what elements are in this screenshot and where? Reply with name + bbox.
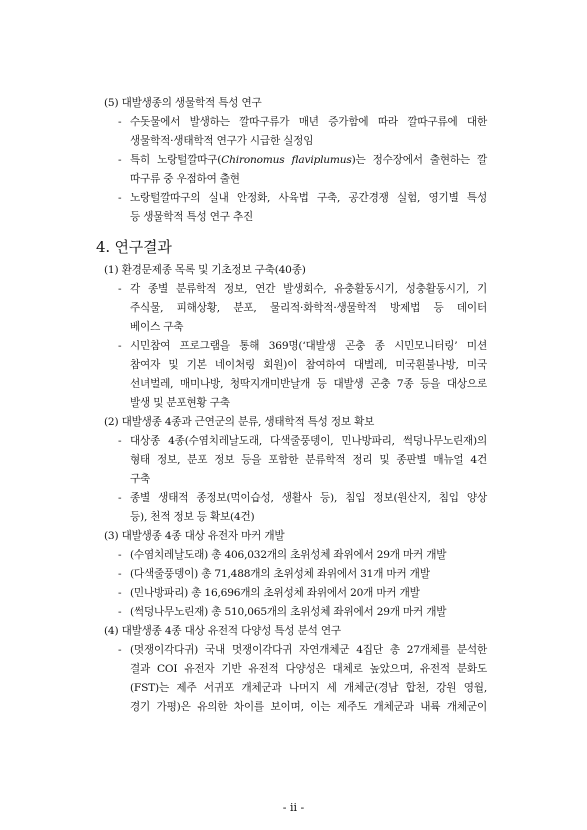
s3-bullet4: (썩덩나무노린재) 총 510,065개의 초위성체 좌위에서 29개 마커 개발 xyxy=(130,606,447,618)
s4-bullet1-line3: (FST)는 제주 서귀포 개체군과 나머지 세 개체군(경남 합천, 강원 영월, xyxy=(130,682,487,694)
s4-bullet1-line2: 결과 COI 유전자 기반 유전적 다양성은 대체로 높았으며, 유전적 분화도 xyxy=(130,663,487,675)
bullet-dash: - xyxy=(118,606,122,618)
results-s3-heading: (3) 대발생종 4종 대상 유전자 마커 개발 xyxy=(104,530,285,542)
section-5-heading: (5) 대발생종의 생물학적 특성 연구 xyxy=(104,97,262,109)
s1-bullet2-line2: 참여자 및 기본 네이처링 회원)이 참여하여 대벌레, 미국흰불나방, 미국 xyxy=(130,359,487,371)
bullet-dash: - xyxy=(118,192,122,204)
sec5-bullet2-line2: 따구류 중 우점하여 출현 xyxy=(130,173,240,185)
bullet-dash: - xyxy=(118,644,122,656)
bullet-dash: - xyxy=(118,435,122,447)
s2-bullet1-line3: 구축 xyxy=(130,473,151,485)
results-title: 4. 연구결과 xyxy=(96,238,172,256)
bullet-dash: - xyxy=(118,587,122,599)
s1-bullet2-line1: 시민참여 프로그램을 통해 369명(‘대발생 곤충 종 시민모니터링’ 미션 xyxy=(130,340,487,352)
s3-bullet2: (다색줄풍뎅이) 총 71,488개의 초위성체 좌위에서 31개 마커 개발 xyxy=(130,568,430,580)
sec5-bullet2-line1: 특히 노랑털깔따구(Chironomus flaviplumus)는 정수장에서 출현하는 깔 xyxy=(130,154,487,166)
s1-bullet2-line3: 선녀벌레, 매미나방, 청딱지개미반날개 등 대발생 곤충 7종 등을 대상으로 xyxy=(130,378,487,390)
results-s4-heading: (4) 대발생종 4종 대상 유전적 다양성 특성 분석 연구 xyxy=(104,625,341,637)
bullet-dash: - xyxy=(118,568,122,580)
s3-bullet3: (민나방파리) 총 16,696개의 초위성체 좌위에서 20개 마커 개발 xyxy=(130,587,420,599)
bullet-dash: - xyxy=(118,154,122,166)
s1-bullet1-line2: 주식물, 피해상황, 분포, 물리적·화학적·생물학적 방제법 등 데이터 xyxy=(130,302,487,314)
results-s1-heading: (1) 환경문제종 목록 및 기초정보 구축(40종) xyxy=(104,264,306,276)
s2-bullet1-line1: 대상종 4종(수염치레날도래, 다색줄풍뎅이, 민나방파리, 썩덩나무노린재)의 xyxy=(130,435,487,447)
bullet-dash: - xyxy=(118,492,122,504)
sec5-bullet1-line2: 생물학적·생태학적 연구가 시급한 실정임 xyxy=(130,135,314,147)
s3-bullet1: (수염치레날도래) 총 406,032개의 초위성체 좌위에서 29개 마커 개발 xyxy=(130,549,447,561)
s1-bullet1-line3: 베이스 구축 xyxy=(130,321,184,333)
scientific-name: Chironomus flaviplumus xyxy=(221,154,352,166)
results-s2-heading: (2) 대발생종 4종과 근연군의 분류, 생태학적 특성 정보 확보 xyxy=(104,416,375,428)
sec5-bullet1-line1: 수돗물에서 발생하는 깔따구류가 매년 증가함에 따라 깔따구류에 대한 xyxy=(130,116,487,128)
bullet-dash: - xyxy=(118,283,122,295)
s2-bullet2-line1: 종별 생태적 종정보(먹이습성, 생활사 등), 침입 정보(원산지, 침입 양상 xyxy=(130,492,487,504)
sec5-bullet3-line2: 등 생물학적 특성 연구 추진 xyxy=(130,211,254,223)
bullet-dash: - xyxy=(118,116,122,128)
s4-bullet1-line4: 경기 가평)은 유의한 차이를 보이며, 이는 제주도 개체군과 내륙 개체군이 xyxy=(130,701,487,713)
sec5-bullet3-line1: 노랑털깔따구의 실내 안정화, 사육법 구축, 공간경쟁 실험, 영기별 특성 xyxy=(130,192,487,204)
page-number: - ii - xyxy=(282,801,305,814)
s4-bullet1-line1: (멋쟁이각다귀) 국내 멋쟁이각다귀 자연개체군 4집단 총 27개체를 분석한 xyxy=(130,644,487,656)
s1-bullet1-line1: 각 종별 분류학적 정보, 연간 발생회수, 유충활동시기, 성충활동시기, 기 xyxy=(130,283,487,295)
bullet-dash: - xyxy=(118,549,122,561)
s1-bullet2-line4: 발생 및 분포현황 구축 xyxy=(130,397,230,409)
bullet-dash: - xyxy=(118,340,122,352)
s2-bullet1-line2: 형태 정보, 분포 정보 등을 포함한 분류학적 정리 및 종판별 매뉴얼 4건 xyxy=(130,454,487,466)
s2-bullet2-line2: 등), 천적 정보 등 확보(4건) xyxy=(130,511,255,523)
